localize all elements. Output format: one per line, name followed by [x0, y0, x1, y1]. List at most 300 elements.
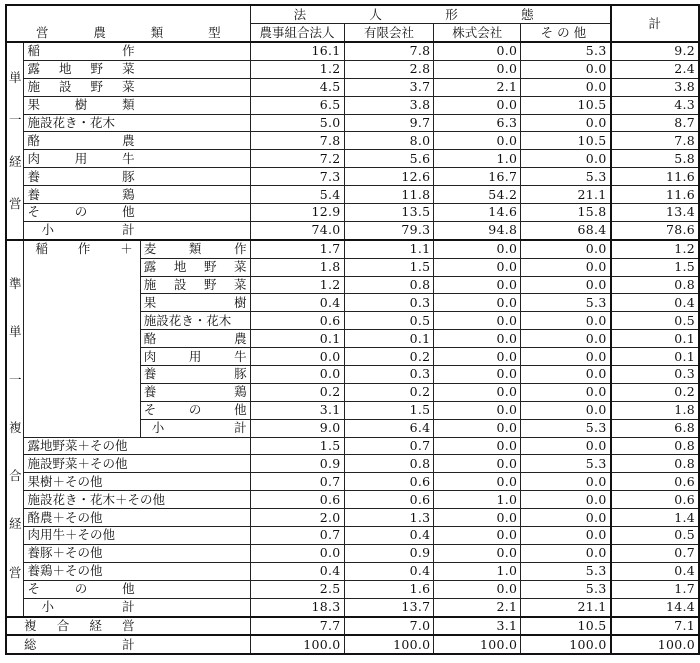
- label-char: 牛: [234, 348, 247, 364]
- table-row: [6, 78, 699, 96]
- row-label: [140, 312, 250, 330]
- value-stock-company: 0.0: [434, 96, 521, 114]
- value-other: 0.0: [521, 60, 611, 78]
- value-other: 0.0: [521, 509, 611, 527]
- value-agri-coop: 100.0: [250, 635, 344, 654]
- value-agri-coop: 5.0: [250, 114, 344, 132]
- value-stock-company: 3.1: [434, 617, 521, 636]
- value-stock-company: 0.0: [434, 60, 521, 78]
- label-char: 営: [122, 617, 135, 633]
- row-label: [140, 419, 250, 437]
- header-other: その他: [521, 24, 611, 43]
- label-char: 計: [234, 420, 247, 436]
- value-stock-company: 0.0: [434, 294, 521, 312]
- label-char: 地: [173, 259, 187, 275]
- label-char: 小: [151, 420, 165, 436]
- label-char: 野: [90, 61, 104, 77]
- table-row: [6, 60, 699, 78]
- row-label: [6, 635, 250, 654]
- value-other: 68.4: [521, 221, 611, 239]
- row-label: [24, 168, 250, 186]
- header-corporate-form: [250, 5, 610, 24]
- row-label: 養豚＋その他: [24, 544, 250, 562]
- value-stock-company: 0.0: [434, 527, 521, 545]
- value-agri-coop: 1.2: [250, 276, 344, 294]
- row-label: 露地野菜＋その他: [24, 437, 250, 455]
- value-other: 0.0: [521, 544, 611, 562]
- label-char: 菜: [234, 259, 247, 275]
- value-agri-coop: 5.4: [250, 186, 344, 204]
- value-limited-company: 2.8: [344, 60, 434, 78]
- group-label-char: 準: [8, 275, 22, 291]
- row-label: [24, 42, 250, 60]
- value-total: 0.1: [611, 348, 699, 366]
- value-stock-company: 0.0: [434, 455, 521, 473]
- value-stock-company: 1.0: [434, 150, 521, 168]
- label-char: 果: [27, 97, 40, 113]
- table-row: [6, 42, 699, 60]
- row-label: 養鶏＋その他: [24, 562, 250, 580]
- value-other: 21.1: [521, 186, 611, 204]
- label-char: 樹: [234, 294, 247, 310]
- header-total: 計: [611, 5, 699, 42]
- row-label: [24, 580, 250, 598]
- table-row: [6, 132, 699, 150]
- value-total: 0.3: [611, 366, 699, 384]
- value-agri-coop: 0.2: [250, 383, 344, 401]
- table-row: [6, 527, 699, 545]
- row-label: [140, 401, 250, 419]
- group-label-char: 経: [8, 153, 22, 169]
- group-label-char: 経: [8, 516, 22, 532]
- value-other: 5.3: [521, 168, 611, 186]
- row-label: [6, 617, 250, 636]
- value-total: 0.8: [611, 276, 699, 294]
- value-other: 10.5: [521, 96, 611, 114]
- label-char: 他: [122, 204, 135, 220]
- value-agri-coop: 0.7: [250, 527, 344, 545]
- value-agri-coop: 7.3: [250, 168, 344, 186]
- value-agri-coop: 1.8: [250, 258, 344, 276]
- label-char: 野: [203, 259, 217, 275]
- header-char: 人: [369, 6, 382, 22]
- header-farm-type: [6, 5, 250, 42]
- value-total: 8.7: [611, 114, 699, 132]
- table-row: [6, 455, 699, 473]
- value-stock-company: 0.0: [434, 312, 521, 330]
- label-char: 小: [41, 599, 54, 615]
- value-other: 5.3: [521, 42, 611, 60]
- label-char: 豚: [122, 168, 135, 184]
- label-char: 施: [27, 79, 40, 95]
- value-stock-company: 100.0: [434, 635, 521, 654]
- row-label: [24, 221, 250, 239]
- value-agri-coop: 7.2: [250, 150, 344, 168]
- value-total: 2.4: [611, 60, 699, 78]
- row-label: [140, 330, 250, 348]
- value-total: 14.4: [611, 598, 699, 616]
- table-row: [6, 491, 699, 509]
- value-stock-company: 0.0: [434, 509, 521, 527]
- value-stock-company: 1.0: [434, 562, 521, 580]
- value-limited-company: 13.7: [344, 598, 434, 616]
- value-limited-company: 0.4: [344, 527, 434, 545]
- value-other: 0.0: [521, 240, 611, 258]
- header-char: 形: [445, 6, 458, 22]
- label-char: 果: [143, 294, 157, 310]
- value-stock-company: 0.0: [434, 437, 521, 455]
- label-char: 麦: [143, 241, 157, 257]
- label-char: 作: [234, 241, 247, 257]
- value-limited-company: 0.2: [344, 383, 434, 401]
- group-semi-single-composite: [6, 240, 24, 617]
- value-agri-coop: 0.0: [250, 366, 344, 384]
- value-other: 10.5: [521, 617, 611, 636]
- value-total: 6.8: [611, 419, 699, 437]
- value-other: 0.0: [521, 78, 611, 96]
- label-char: ＋: [120, 240, 133, 256]
- value-total: 11.6: [611, 168, 699, 186]
- value-total: 0.6: [611, 491, 699, 509]
- value-limited-company: 1.6: [344, 580, 434, 598]
- label-char: 菜: [122, 79, 135, 95]
- value-agri-coop: 0.6: [250, 312, 344, 330]
- label-char: 設: [173, 277, 187, 293]
- row-label: [140, 383, 250, 401]
- label-char: 露: [27, 61, 40, 77]
- value-other: 0.0: [521, 527, 611, 545]
- value-other: 0.0: [521, 348, 611, 366]
- value-agri-coop: 7.7: [250, 617, 344, 636]
- value-stock-company: 0.0: [434, 132, 521, 150]
- value-limited-company: 9.7: [344, 114, 434, 132]
- value-limited-company: 3.7: [344, 78, 434, 96]
- label-char: 作: [77, 240, 91, 256]
- label-char: 農: [234, 330, 247, 346]
- label-char: 肉: [143, 348, 157, 364]
- label-char: 酪: [143, 330, 157, 346]
- label-char: 稲: [27, 43, 40, 59]
- subtotal-row: [6, 598, 699, 616]
- value-limited-company: 0.4: [344, 562, 434, 580]
- value-stock-company: 0.0: [434, 366, 521, 384]
- value-agri-coop: 9.0: [250, 419, 344, 437]
- value-agri-coop: 12.9: [250, 204, 344, 222]
- value-total: 0.2: [611, 383, 699, 401]
- row-label: 酪農＋その他: [24, 509, 250, 527]
- group-label-char: 複: [8, 420, 22, 436]
- value-limited-company: 11.8: [344, 186, 434, 204]
- header-char: 態: [521, 6, 534, 22]
- value-stock-company: 14.6: [434, 204, 521, 222]
- value-stock-company: 0.0: [434, 276, 521, 294]
- value-stock-company: 94.8: [434, 221, 521, 239]
- value-agri-coop: 0.6: [250, 491, 344, 509]
- value-total: 1.7: [611, 580, 699, 598]
- value-total: 7.1: [611, 617, 699, 636]
- label-char: 他: [234, 402, 247, 418]
- value-agri-coop: 0.0: [250, 348, 344, 366]
- header-limited-company: 有限会社: [344, 24, 434, 43]
- value-stock-company: 0.0: [434, 383, 521, 401]
- label-char: 養: [143, 384, 157, 400]
- value-stock-company: 6.3: [434, 114, 521, 132]
- value-limited-company: 1.5: [344, 258, 434, 276]
- value-stock-company: 16.7: [434, 168, 521, 186]
- header-char: 型: [208, 25, 221, 40]
- value-limited-company: 6.4: [344, 419, 434, 437]
- value-total: 13.4: [611, 204, 699, 222]
- value-other: 15.8: [521, 204, 611, 222]
- group-single-management: [6, 42, 24, 240]
- table-row: [6, 580, 699, 598]
- farm-type-table-container: [5, 4, 700, 655]
- label-char: 施: [143, 277, 157, 293]
- row-label: [24, 114, 250, 132]
- label-char: そ: [143, 402, 157, 418]
- value-agri-coop: 1.7: [250, 240, 344, 258]
- value-agri-coop: 0.0: [250, 544, 344, 562]
- value-stock-company: 54.2: [434, 186, 521, 204]
- value-limited-company: 0.5: [344, 312, 434, 330]
- value-agri-coop: 2.0: [250, 509, 344, 527]
- label-char: 露: [143, 259, 157, 275]
- header-char: 営: [36, 25, 49, 40]
- value-stock-company: 0.0: [434, 544, 521, 562]
- value-limited-company: 1.5: [344, 401, 434, 419]
- complex-management-row: [6, 617, 699, 636]
- group-label-char: 合: [8, 468, 22, 484]
- label-char: 養: [27, 186, 40, 202]
- table-row: [6, 473, 699, 491]
- value-limited-company: 8.0: [344, 132, 434, 150]
- label-char: 合: [56, 617, 70, 633]
- table-row: [6, 150, 699, 168]
- value-other: 5.3: [521, 419, 611, 437]
- table-row: [6, 240, 699, 258]
- label-char: 稲: [35, 240, 48, 256]
- label-char: 総: [24, 636, 37, 652]
- value-total: 0.8: [611, 455, 699, 473]
- header-stock-company: 株式会社: [434, 24, 521, 43]
- value-stock-company: 2.1: [434, 598, 521, 616]
- value-limited-company: 79.3: [344, 221, 434, 239]
- value-other: 0.0: [521, 437, 611, 455]
- row-label: [140, 240, 250, 258]
- value-other: 5.3: [521, 455, 611, 473]
- value-limited-company: 0.8: [344, 455, 434, 473]
- label-char: 養: [27, 168, 40, 184]
- row-label: [140, 276, 250, 294]
- value-total: 1.4: [611, 509, 699, 527]
- group-label-char: 一: [8, 371, 22, 387]
- value-total: 5.8: [611, 150, 699, 168]
- value-limited-company: 5.6: [344, 150, 434, 168]
- grand-total-row: [6, 635, 699, 654]
- value-total: 0.5: [611, 312, 699, 330]
- farm-type-by-corporate-form-table: [5, 4, 700, 655]
- value-total: 1.5: [611, 258, 699, 276]
- value-total: 0.7: [611, 544, 699, 562]
- label-char: 計: [122, 599, 135, 615]
- label-char: の: [188, 402, 202, 418]
- table-row: [6, 186, 699, 204]
- value-total: 0.6: [611, 473, 699, 491]
- value-total: 7.8: [611, 132, 699, 150]
- value-agri-coop: 4.5: [250, 78, 344, 96]
- header-char: 類: [150, 25, 164, 40]
- value-limited-company: 7.8: [344, 42, 434, 60]
- label-char: 樹: [74, 97, 88, 113]
- value-stock-company: 0.0: [434, 348, 521, 366]
- value-total: 0.8: [611, 437, 699, 455]
- label-char: の: [74, 204, 88, 220]
- label-char: 菜: [234, 277, 247, 293]
- row-label: [140, 258, 250, 276]
- value-agri-coop: 0.4: [250, 562, 344, 580]
- row-label: [24, 132, 250, 150]
- label-char: 類: [188, 241, 202, 257]
- header-agri-coop: 農事組合法人: [250, 24, 344, 43]
- row-label: 施設花き・花木＋その他: [24, 491, 250, 509]
- value-limited-company: 1.1: [344, 240, 434, 258]
- value-other: 5.3: [521, 580, 611, 598]
- value-total: 0.4: [611, 294, 699, 312]
- value-agri-coop: 1.2: [250, 60, 344, 78]
- value-agri-coop: 18.3: [250, 598, 344, 616]
- label-char: 設: [58, 79, 72, 95]
- label-text: 施設花き・花木: [27, 115, 115, 130]
- label-char: 用: [188, 348, 202, 364]
- header-char: 法: [293, 6, 307, 22]
- value-agri-coop: 2.5: [250, 580, 344, 598]
- value-stock-company: 0.0: [434, 401, 521, 419]
- value-limited-company: 100.0: [344, 635, 434, 654]
- label-char: 経: [89, 617, 102, 633]
- row-label: [24, 78, 250, 96]
- value-other: 21.1: [521, 598, 611, 616]
- label-char: 養: [143, 366, 157, 382]
- label-char: 肉: [27, 150, 40, 166]
- value-stock-company: 0.0: [434, 330, 521, 348]
- value-agri-coop: 7.8: [250, 132, 344, 150]
- label-char: 野: [90, 79, 104, 95]
- label-char: 農: [122, 132, 135, 148]
- value-agri-coop: 74.0: [250, 221, 344, 239]
- value-limited-company: 7.0: [344, 617, 434, 636]
- value-total: 1.8: [611, 401, 699, 419]
- value-total: 0.4: [611, 562, 699, 580]
- table-row: [6, 544, 699, 562]
- table-row: [6, 114, 699, 132]
- value-limited-company: 0.2: [344, 348, 434, 366]
- value-other: 0.0: [521, 366, 611, 384]
- label-char: 小: [41, 222, 54, 238]
- value-other: 0.0: [521, 473, 611, 491]
- label-char: 計: [122, 222, 135, 238]
- row-label: [24, 186, 250, 204]
- group-label-char: 営: [8, 564, 22, 580]
- label-char: そ: [27, 204, 40, 220]
- value-total: 0.5: [611, 527, 699, 545]
- table-row: [6, 168, 699, 186]
- row-label: 施設野菜＋その他: [24, 455, 250, 473]
- value-total: 100.0: [611, 635, 699, 654]
- value-agri-coop: 3.1: [250, 401, 344, 419]
- value-limited-company: 3.8: [344, 96, 434, 114]
- value-agri-coop: 6.5: [250, 96, 344, 114]
- table-row: [6, 96, 699, 114]
- group-label-char: 単: [8, 70, 22, 86]
- row-label: [24, 60, 250, 78]
- label-char: 鶏: [234, 384, 247, 400]
- value-limited-company: 0.3: [344, 366, 434, 384]
- row-label: [140, 294, 250, 312]
- value-agri-coop: 1.5: [250, 437, 344, 455]
- group-label-char: 単: [8, 323, 22, 339]
- label-char: 計: [122, 636, 135, 652]
- value-total: 3.8: [611, 78, 699, 96]
- row-label: [140, 366, 250, 384]
- label-char: 用: [74, 150, 88, 166]
- value-total: 0.1: [611, 330, 699, 348]
- group-label-char: 営: [8, 195, 22, 211]
- value-limited-company: 0.7: [344, 437, 434, 455]
- value-other: 10.5: [521, 132, 611, 150]
- value-agri-coop: 0.1: [250, 330, 344, 348]
- value-stock-company: 0.0: [434, 419, 521, 437]
- label-char: そ: [27, 581, 40, 597]
- value-total: 78.6: [611, 221, 699, 239]
- table-row: [6, 437, 699, 455]
- value-agri-coop: 0.7: [250, 473, 344, 491]
- value-limited-company: 0.1: [344, 330, 434, 348]
- value-limited-company: 0.9: [344, 544, 434, 562]
- label-char: 豚: [234, 366, 247, 382]
- value-other: 5.3: [521, 562, 611, 580]
- value-stock-company: 0.0: [434, 42, 521, 60]
- value-agri-coop: 0.4: [250, 294, 344, 312]
- value-total: 11.6: [611, 186, 699, 204]
- label-char: の: [74, 581, 88, 597]
- value-other: 0.0: [521, 150, 611, 168]
- value-other: 0.0: [521, 383, 611, 401]
- row-label: [140, 348, 250, 366]
- value-limited-company: 0.6: [344, 491, 434, 509]
- value-stock-company: 0.0: [434, 580, 521, 598]
- value-limited-company: 1.3: [344, 509, 434, 527]
- value-limited-company: 12.6: [344, 168, 434, 186]
- value-limited-company: 0.8: [344, 276, 434, 294]
- label-char: 牛: [122, 150, 135, 166]
- group-label-char: 一: [8, 112, 22, 128]
- value-other: 0.0: [521, 401, 611, 419]
- value-limited-company: 0.6: [344, 473, 434, 491]
- label-char: 他: [122, 581, 135, 597]
- value-agri-coop: 16.1: [250, 42, 344, 60]
- value-total: 1.2: [611, 240, 699, 258]
- label-char: 菜: [122, 61, 135, 77]
- value-limited-company: 0.3: [344, 294, 434, 312]
- value-other: 0.0: [521, 491, 611, 509]
- row-label: [24, 96, 250, 114]
- row-label: [24, 598, 250, 616]
- row-label: 果樹＋その他: [24, 473, 250, 491]
- label-char: 酪: [27, 132, 40, 148]
- value-other: 0.0: [521, 330, 611, 348]
- row-label: [24, 204, 250, 222]
- table-row: [6, 562, 699, 580]
